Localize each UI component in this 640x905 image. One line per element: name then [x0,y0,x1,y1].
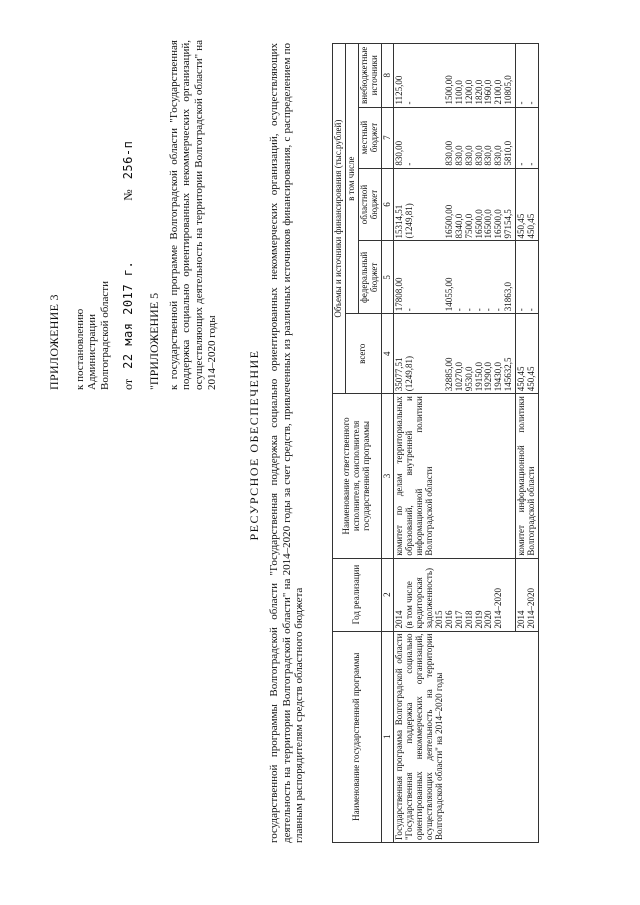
amount-value: 19150,0 [473,361,484,392]
amount-value: 35077,51 [394,357,405,392]
extrabudget-cell [394,44,516,108]
amount-value: 830,0 [493,145,504,166]
amount-value: 1125,00 [394,75,405,105]
header-funding: Объемы и источники финансирования (тыс.рублей) [333,44,346,394]
header-line: к постановлению [73,308,86,390]
amount-value: - [493,308,504,312]
total-cell [394,314,516,394]
amount-value: 450,45 [516,366,527,392]
annex-text: к государственной программе Волгоградской области "Государственная поддержка социально ориентированных некоммерческих организаций, осуществляющих деятельность на территории Волгоградской области" на 2014–2020 годы [167,40,218,390]
amount-value: 1820,0 [473,79,484,105]
regional-cell [394,168,516,241]
year-value: 2015 [434,610,445,629]
amount-value [415,316,425,391]
amount-value: 10805,0 [503,75,514,105]
table-row [394,44,516,843]
amount-value: 16500,0 [493,209,504,239]
amount-value: - [463,308,474,312]
amount-value [425,316,435,391]
amount-value [425,46,435,105]
years-cell [516,558,539,631]
column-number: 3 [381,394,394,558]
amount-value: - [526,162,537,166]
amount-value [415,171,425,239]
header-year: Год реализации [333,558,382,631]
extrabudget-cell [516,44,539,108]
amount-value: 19290,0 [483,361,494,392]
column-number: 4 [381,314,394,394]
amount-value [425,171,435,239]
appendix-header [48,60,136,390]
resource-table [332,43,539,843]
year-value: 2018 [463,610,474,629]
regional-cell [516,168,539,241]
header-in-that-number: в том числе [345,44,358,314]
year-value: 2016 [443,610,454,629]
amount-value: 31863,0 [503,282,514,312]
amount-value: 450,45 [526,366,537,392]
federal-cell [394,241,516,314]
year-value: 2014–2020 [526,588,537,629]
amount-value: 145632,5 [503,357,514,392]
document-title: РЕСУРСНОЕ ОБЕСПЕЧЕНИЕ [247,349,261,541]
amount-value: 32885,00 [443,357,454,392]
years-cell [394,558,516,631]
amount-value: - [516,101,527,105]
annex-title: "ПРИЛОЖЕНИЕ 5 [147,292,161,390]
amount-value: - [404,162,415,166]
annex-block [148,40,218,390]
amount-value: - [473,308,484,312]
amount-value: - [516,162,527,166]
amount-value: 1200,0 [463,79,474,105]
date-prefix: от [120,378,135,390]
column-number: 8 [381,44,394,108]
amount-value: (1249,81) [404,355,415,392]
amount-value: 450,45 [516,213,527,239]
amount-value: (1249,81) [404,203,415,239]
header-federal: федеральный бюджет [358,241,381,314]
amount-value: 1500,00 [443,75,454,105]
amount-value: 830,0 [473,145,484,166]
amount-value: 5810,0 [503,140,514,166]
year-value: 2020 [483,610,494,629]
document-subtitle: государственной программы Волгоградской области "Государственная поддержка социально ориентированных некоммерческих организаций, осуществляющих деятельность на территории Волгоградской области" на 2014–2020 годы за счет средств, привлеченных из различных источников финансирования, с распределением по главным распорядителям средств областного бюджета [268,43,306,843]
order-date: 22 мая 2017 г. [120,260,135,369]
amount-value [425,110,435,166]
amount-value [415,110,425,166]
appendix-title: ПРИЛОЖЕНИЕ 3 [47,294,61,390]
amount-value: 16500,00 [443,204,454,239]
order-date-row [122,60,136,390]
year-value: 2019 [473,610,484,629]
amount-value: 2100,0 [493,79,504,105]
order-number: 256-п [120,140,135,180]
amount-value [415,243,425,311]
amount-value: - [404,308,415,312]
amount-value: 17808,00 [394,277,405,312]
program-name-cell: Государственная программа Волгоградской области "Государственная поддержка социально ориентированных некоммерческих организаций, осуществляющих деятельность на территории Волгоградской области" на 2014–2020 годы [394,631,538,842]
amount-value: - [404,101,415,105]
amount-value: 19430,0 [493,361,504,392]
column-number: 5 [381,241,394,314]
amount-value: 830,0 [453,145,464,166]
amount-value: 10270,0 [453,361,464,392]
amount-value: 830,0 [483,145,494,166]
amount-value: 14055,00 [443,277,454,312]
local-cell [516,107,539,168]
amount-value: 9530,0 [463,366,474,392]
resource-table-wrapper [332,43,539,843]
amount-value: - [526,101,537,105]
number-prefix: № [120,189,135,201]
federal-cell [516,241,539,314]
executor-cell: комитет информационной политики Волгоградской области [516,394,539,558]
amount-value: - [516,308,527,312]
local-cell [394,107,516,168]
year-value: 2014 [516,610,527,629]
amount-value: - [453,308,464,312]
header-local: местный бюджет [358,107,381,168]
column-number: 1 [381,631,394,842]
amount-value: 7500,0 [463,213,474,239]
header-line: Администрации [86,313,99,390]
column-number: 6 [381,168,394,241]
header-regional: областной бюджет [358,168,381,241]
amount-value: 8340,0 [453,213,464,239]
amount-value [425,243,435,311]
year-value: 2014 [394,610,405,629]
executor-cell: комитет по делам территориальных образований, внутренней и информационной политики Волгоградской области [394,394,516,558]
header-total: всего [345,314,381,394]
total-cell [516,314,539,394]
year-value: 2017 [453,610,464,629]
year-value: 2014–2020 [493,588,504,629]
header-executor: Наименование ответственного исполнителя, соисполнителя государственной программы [333,394,382,558]
header-line: Волгоградской области [99,281,112,390]
amount-value: - [483,308,494,312]
amount-value: 15314,51 [394,204,405,239]
amount-value: 16500,0 [483,209,494,239]
amount-value: 830,0 [463,145,474,166]
amount-value: 830,00 [443,140,454,166]
header-extrabudget: внебюджетные источники [358,44,381,108]
amount-value: 830,00 [394,140,405,166]
year-note: (в том числе кредиторская задолженность) [404,568,435,629]
amount-value: 16500,0 [473,209,484,239]
amount-value: 1960,0 [483,79,494,105]
amount-value: - [526,308,537,312]
column-number: 2 [381,558,394,631]
column-number: 7 [381,107,394,168]
header-program-name: Наименование государственной программы [333,631,382,842]
amount-value: 450,45 [526,213,537,239]
amount-value: 1100,0 [453,80,464,105]
amount-value: 97154,5 [503,209,514,239]
amount-value [415,46,425,105]
